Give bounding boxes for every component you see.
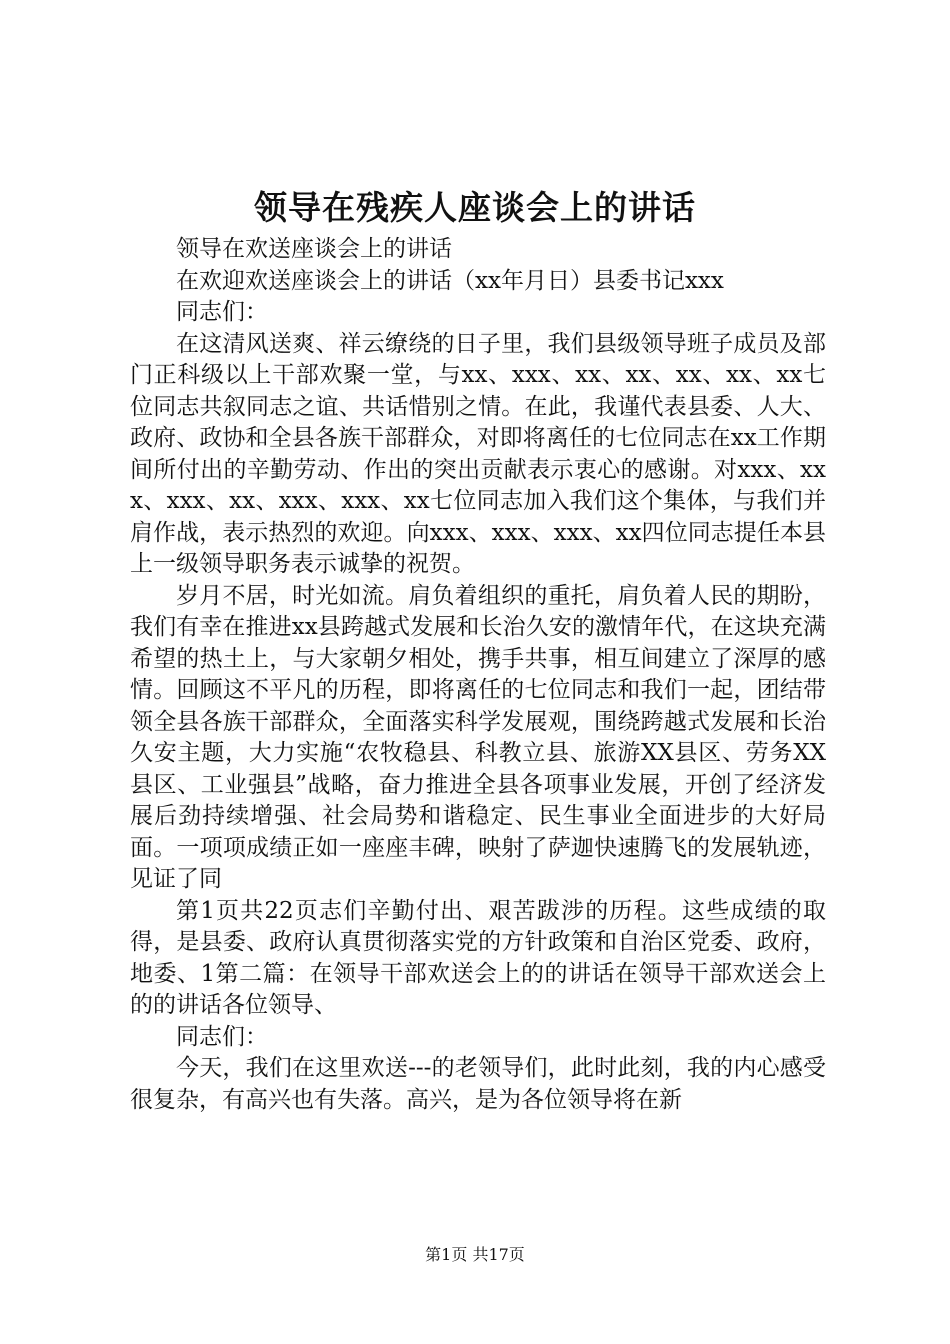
document-title: 领导在残疾人座谈会上的讲话 — [254, 188, 696, 227]
paragraph-salutation: 同志们： — [176, 1023, 268, 1050]
document-body — [130, 234, 826, 1116]
paragraph-subtitle: 领导在欢送座谈会上的讲话 — [176, 236, 452, 262]
paragraph-body: 今天，我们在这里欢送---的老领导们，此时此刻，我的内心感受很复杂，有高兴也有失落。高兴，是为各位领导将在新 — [130, 1055, 826, 1113]
paragraph-salutation: 同志们： — [176, 299, 268, 325]
paragraph-body: 岁月不居，时光如流。肩负着组织的重托，肩负着人民的期盼，我们有幸在推进xx县跨越式发展和长治久安的激情年代，在这块充满希望的热土上，与大家朝夕相处，携手共事，相互间建立了深厚的感情。回顾这不平凡的历程，即将离任的七位同志和我们一起，团结带领全县各族干部群众，全面落实科学发展观，围绕跨越式发展和长治久安主题，大力实施“农牧稳县、科教立县、旅游XX县区、劳务XX县区、工业强县”战略，奋力推进全县各项事业发展，开创了经济发展后劲持续增强、社会局势和谐稳定、民生事业全面进步的大好局面。一项项成绩正如一座座丰碑，映射了萨迦快速腾飞的发展轨迹，见证了同 — [130, 582, 826, 892]
page-footer: 第1页 共17页 — [425, 1245, 525, 1264]
paragraph-heading: 在欢迎欢送座谈会上的讲话（xx年月日）县委书记xxx — [176, 267, 724, 294]
paragraph-body: 在这清风送爽、祥云缭绕的日子里，我们县级领导班子成员及部门正科级以上干部欢聚一堂，与xx、xxx、xx、xx、xx、xx、xx七位同志共叙同志之谊、共话惜别之情。在此，我谨代表县委、人大、政府、政协和全县各族干部群众，对即将离任的七位同志在xx工作期间所付出的辛勤劳动、作出的突出贡献表示衷心的感谢。对xxx、xxx、xxx、xx、xxx、xxx、xx七位同志加入我们这个集体，与我们并肩作战，表示热烈的欢迎。向xxx、xxx、xxx、xx四位同志提任本县上一级领导职务表示诚挚的祝贺。 — [130, 330, 826, 577]
paragraph-body: 第1页共22页志们辛勤付出、艰苦跋涉的历程。这些成绩的取得，是县委、政府认真贯彻落实党的方针政策和自治区党委、政府，地委、1第二篇：在领导干部欢送会上的的讲话在领导干部欢送会上的的讲话各位领导、 — [130, 897, 826, 1018]
